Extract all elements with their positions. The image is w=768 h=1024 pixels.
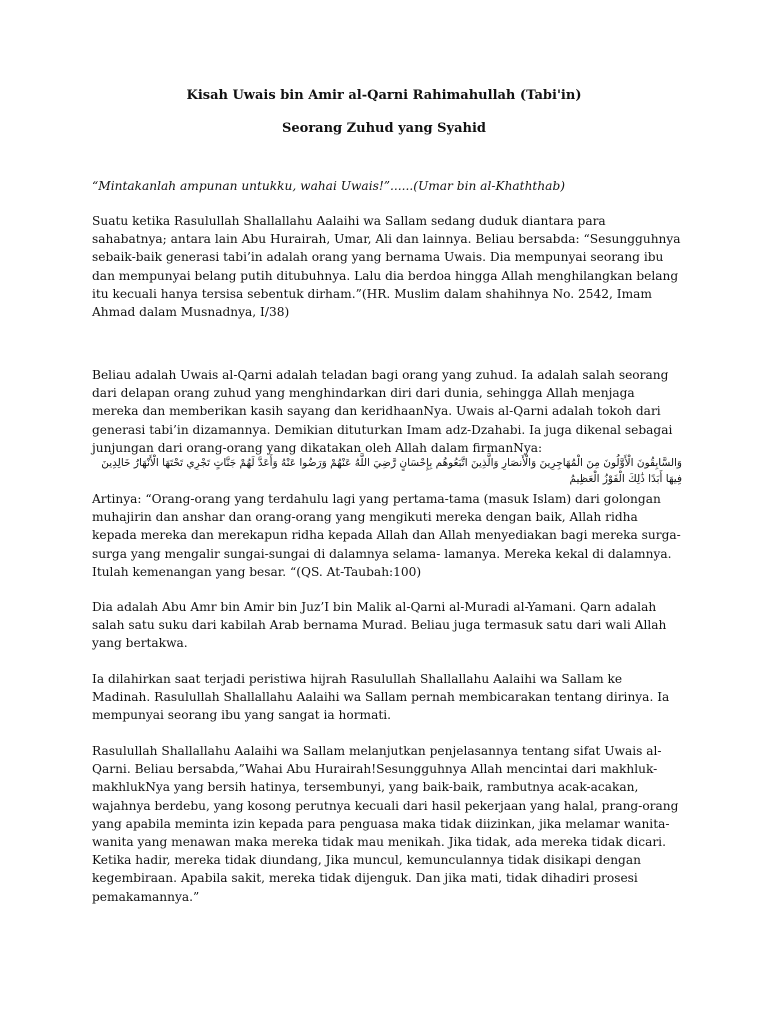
paragraph-birth: Ia dilahirkan saat terjadi peristiwa hijrah Rasulullah Shallallahu Aalaihi wa Sallam ke Madinah. Rasulullah Shallallahu Aalaihi wa Sallam pernah membicarakan tentang dirinya. Ia mempunyai seorang ibu yang sangat ia hormati. [92,672,670,723]
paragraph-hadith: Suatu ketika Rasulullah Shallallahu Aalaihi wa Sallam sedang duduk diantara para sahabatnya; antara lain Abu Hurairah, Umar, Ali dan lainnya. Beliau bersabda: “Sesungguhnya sebaik-baik generasi tabi’in adalah orang yang bernama Uwais. Dia mempunyai seorang ibu dan mempunyai belang putih ditubuhnya. Lalu dia berdoa hingga Allah menghilangkan belang itu kecuali hanya tersisa sebentuk dirham.”(HR. Muslim dalam shahihnya No. 2542, Imam Ahmad dalam Musnadnya, I/38) [92,214,681,320]
paragraph-translation: Artinya: “Orang-orang yang terdahulu lagi yang pertama-tama (masuk Islam) dari golongan muhajirin dan anshar dan orang-orang yang mengikuti mereka dengan baik, Allah ridha kepada mereka dan merekapun ridha kepada Allah dan Allah menyediakan bagi mereka surga-surga yang mengalir sungai-sungai di dalamnya selama- lamanya. Mereka kekal di dalamnya. Itulah kemenangan yang besar. “(QS. At-Taubah:100) [92,492,681,579]
paragraph-description: Rasulullah Shallallahu Aalaihi wa Sallam melanjutkan penjelasannya tentang sifat Uwais al-Qarni. Beliau bersabda,”Wahai Abu Hurairah!Sesungguhnya Allah mencintai dari makhluk-makhlukNya yang bersih hatinya, tersembunyi, yang baik-baik, rambutnya acak-acakan, wajahnya berdebu, yang kosong perutnya kecuali dari hasil pekerjaan yang halal, prang-orang yang apabila meminta izin kepada para penguasa maka tidak diizinkan, jika melamar wanita-wanita yang menawan maka mereka tidak mau menikah. Jika tidak, ada mereka tidak dicari. Ketika hadir, mereka tidak diundang, Jika muncul, kemunculannya tidak disikapi dengan kegembiraan. Apabila sakit, mereka tidak dijenguk. Dan jika mati, tidak dihadiri prosesi pemakamannya.” [92,744,679,904]
arabic-verse: وَالسَّابِقُونَ الْأَوَّلُونَ مِنَ الْمُهَاجِرِينَ وَالْأَنصَارِ وَالَّذِينَ اتَّبَعُوهُم بِإِحْسَانٍ رَّضِيَ اللَّهُ عَنْهُمْ وَرَضُوا عَنْهُ وَأَعَدَّ لَهُمْ جَنَّاتٍ تَجْرِي تَحْتَهَا الْأَنْهَارُ خَالِدِينَ فِيهَا أَبَدًا ذَٰلِكَ الْفَوْزُ الْعَظِيمُ [101,457,682,485]
document-title: Kisah Uwais bin Amir al-Qarni Rahimahullah (Tabi'in) [186,88,582,103]
document-subtitle: Seorang Zuhud yang Syahid [281,121,487,136]
paragraph-lineage: Dia adalah Abu Amr bin Amir bin Juz’I bin Malik al-Qarni al-Muradi al-Yamani. Qarn adalah salah satu suku dari kabilah Arab bernama Murad. Beliau juga termasuk satu dari wali Allah yang bertakwa. [92,600,667,651]
paragraph-biography: Beliau adalah Uwais al-Qarni adalah teladan bagi orang yang zuhud. Ia adalah salah seorang dari delapan orang zuhud yang menghindarkan diri dari dunia, sehingga Allah menjaga mereka dan memberikan kasih sayang dan keridhaanNya. Uwais al-Qarni adalah tokoh dari generasi tabi’in dizamannya. Demikian dituturkan Imam adz-Dzahabi. Ia juga dikenal sebagai junjungan dari orang-orang yang dikatakan oleh Allah dalam firmanNya: [92,368,673,455]
opening-quote: “Mintakanlah ampunan untukku, wahai Uwais!”......(Umar bin al-Khaththab) [92,179,566,193]
